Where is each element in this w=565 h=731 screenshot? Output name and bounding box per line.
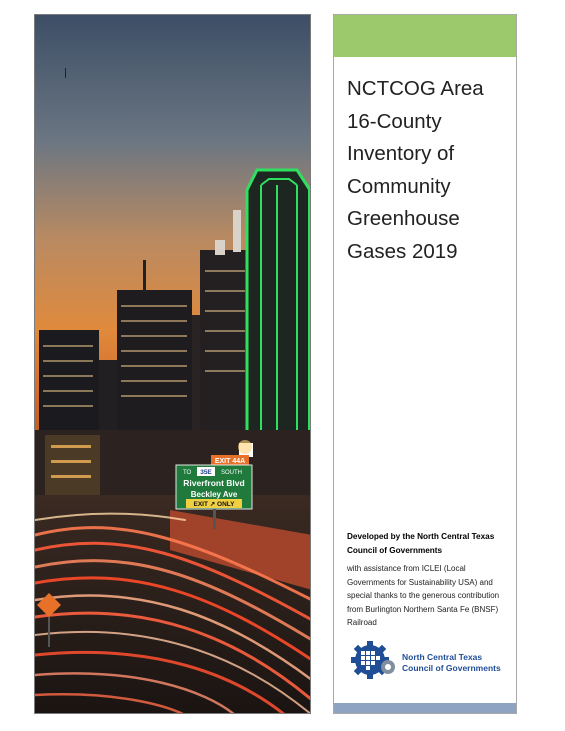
panel-top-band [334,15,516,57]
svg-text:Riverfront Blvd: Riverfront Blvd [183,478,245,488]
title-line: Gases 2019 [347,239,458,263]
title-line: Greenhouse [347,207,460,230]
svg-text:TO: TO [183,470,192,476]
svg-text:35E: 35E [200,469,212,476]
title-line: Inventory of [347,142,455,165]
svg-text:EXIT 44A: EXIT 44A [214,458,246,465]
logo-text [402,652,501,673]
document-title [347,73,507,268]
assistance-text: with assistance from ICLEI (Local Governments for Sustainability USA) and special thanks to the generous contribution from Burlington Northern Santa Fe (BNSF) Railroad [347,564,500,627]
title-line: Community [347,174,451,198]
logo-line-2: Council of Governments [402,662,501,673]
svg-text:EXIT ↗ ONLY: EXIT ↗ ONLY [193,501,235,508]
cover-photo [34,14,311,714]
nctcog-gear-logo-icon [346,640,396,680]
title-line: NCTCOG Area [347,77,484,100]
title-panel [333,14,517,714]
nctcog-logo [346,640,511,680]
svg-text:Beckley Ave: Beckley Ave [190,490,238,499]
svg-text:SOUTH: SOUTH [221,470,242,476]
title-line: 16-County [347,109,442,133]
developed-by-text: Developed by the North Central Texas Council of Governments [347,532,495,555]
logo-line-1: North Central Texas [402,652,483,662]
panel-bottom-band [334,703,516,713]
